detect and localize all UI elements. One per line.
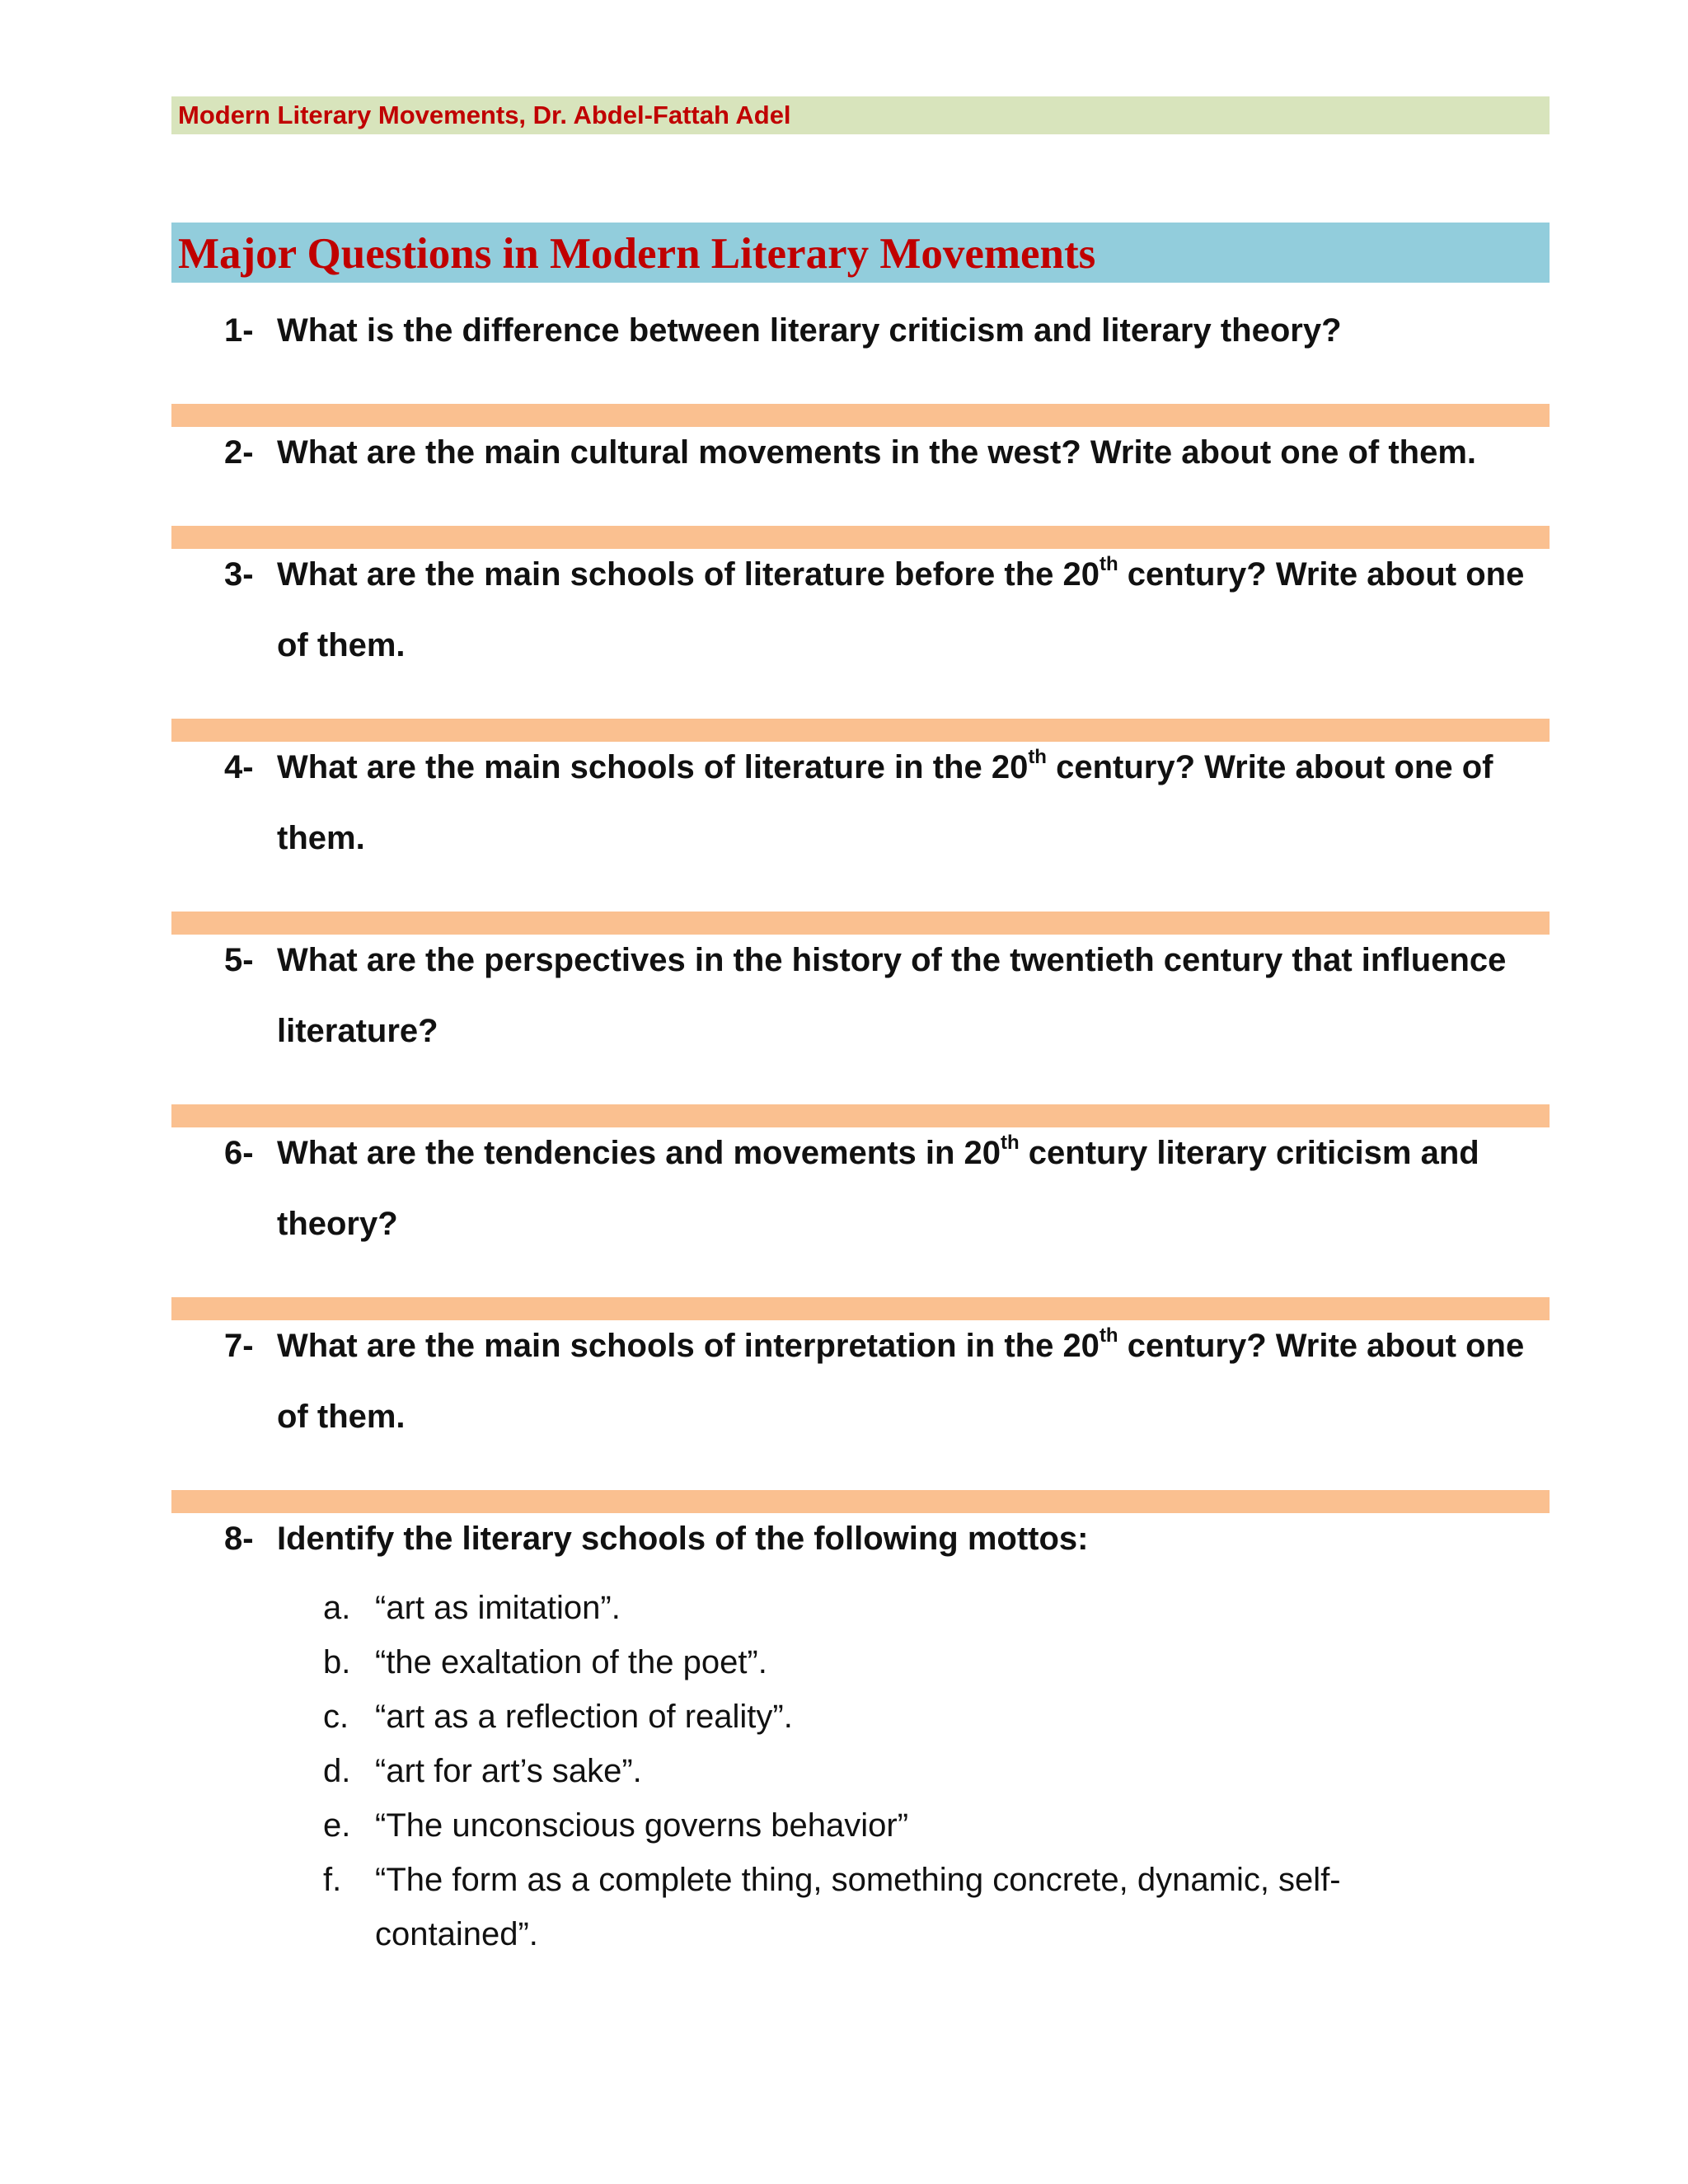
list-item bbox=[323, 1853, 1477, 1961]
list-marker: d. bbox=[323, 1753, 351, 1789]
question-5 bbox=[224, 925, 1543, 1066]
motto-text: “the exaltation of the poet”. bbox=[375, 1644, 767, 1680]
list-item bbox=[323, 1581, 1477, 1635]
question-7 bbox=[224, 1310, 1543, 1452]
question-number: 8- bbox=[224, 1521, 254, 1557]
motto-text: “The form as a complete thing, something concrete, dynamic, self-contained”. bbox=[375, 1862, 1341, 1952]
question-3 bbox=[224, 539, 1543, 681]
question-text: What are the perspectives in the history of the twentieth century that influence literature? bbox=[277, 942, 1507, 1049]
question-text: What are the main schools of literature in the 20th century? Write about one of them. bbox=[277, 746, 1493, 856]
superscript: th bbox=[1028, 746, 1047, 768]
running-header bbox=[171, 96, 1550, 134]
question-number: 3- bbox=[224, 556, 254, 593]
question-number: 1- bbox=[224, 312, 254, 349]
question-text: What are the main schools of literature before the 20th century? Write about one of them. bbox=[277, 553, 1525, 663]
page-title: Major Questions in Modern Literary Movements bbox=[178, 230, 1096, 278]
question-text: What are the tendencies and movements in 20th century literary criticism and theory? bbox=[277, 1132, 1479, 1242]
question-text: Identify the literary schools of the following mottos: bbox=[277, 1521, 1089, 1557]
motto-text: “The unconscious governs behavior” bbox=[375, 1807, 909, 1844]
motto-text: “art as imitation”. bbox=[375, 1590, 621, 1626]
list-item bbox=[323, 1798, 1477, 1853]
question-number: 2- bbox=[224, 434, 254, 471]
superscript: th bbox=[1001, 1132, 1020, 1154]
list-marker: b. bbox=[323, 1644, 351, 1680]
question-number: 6- bbox=[224, 1135, 254, 1171]
list-marker: f. bbox=[323, 1862, 342, 1898]
question-4 bbox=[224, 732, 1543, 874]
question-1 bbox=[224, 295, 1543, 366]
motto-text: “art as a reflection of reality”. bbox=[375, 1699, 793, 1735]
question-text: What are the main schools of interpretation in the 20th century? Write about one of them. bbox=[277, 1324, 1525, 1435]
question-text: What is the difference between literary criticism and literary theory? bbox=[277, 312, 1342, 349]
list-item bbox=[323, 1635, 1477, 1690]
list-item bbox=[323, 1690, 1477, 1744]
list-marker: e. bbox=[323, 1807, 351, 1844]
motto-list bbox=[323, 1581, 1477, 1961]
list-marker: c. bbox=[323, 1699, 349, 1735]
title-bar bbox=[171, 223, 1550, 283]
list-marker: a. bbox=[323, 1590, 351, 1626]
superscript: th bbox=[1099, 1324, 1118, 1347]
question-text: What are the main cultural movements in the west? Write about one of them. bbox=[277, 434, 1477, 471]
question-number: 4- bbox=[224, 749, 254, 785]
question-number: 5- bbox=[224, 942, 254, 978]
question-2 bbox=[224, 417, 1543, 488]
superscript: th bbox=[1100, 553, 1118, 575]
motto-text: “art for art’s sake”. bbox=[375, 1753, 642, 1789]
running-header-text: Modern Literary Movements, Dr. Abdel-Fattah Adel bbox=[178, 101, 791, 129]
question-number: 7- bbox=[224, 1328, 254, 1364]
question-8 bbox=[224, 1503, 1543, 1574]
list-item bbox=[323, 1744, 1477, 1798]
question-6 bbox=[224, 1118, 1543, 1259]
